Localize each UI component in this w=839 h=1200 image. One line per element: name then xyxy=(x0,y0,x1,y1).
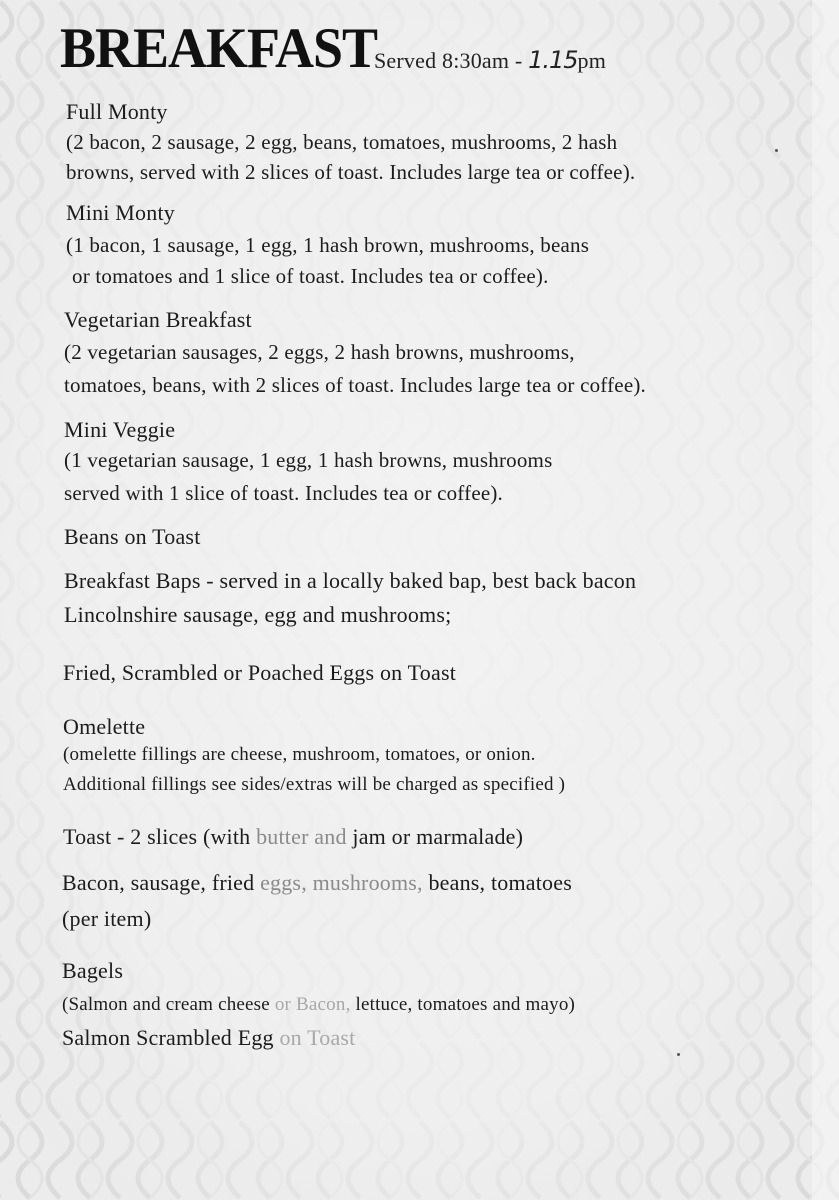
item-toast-faded: butter and xyxy=(256,824,347,849)
item-sides-2: (per item) xyxy=(62,906,152,931)
item-name-omelette: Omelette xyxy=(63,714,146,739)
item-desc-vegetarian-breakfast-1: (2 vegetarian sausages, 2 eggs, 2 hash browns, mushrooms, xyxy=(64,340,575,364)
item-name-mini-veggie: Mini Veggie xyxy=(64,417,176,442)
item-toast-prefix: Toast - 2 slices (with xyxy=(63,824,257,849)
item-desc-mini-veggie-2: served with 1 slice of toast. Includes tea or coffee). xyxy=(64,481,504,505)
item-name-bagels: Bagels xyxy=(62,958,124,983)
item-breakfast-baps-2: Lincolnshire sausage, egg and mushrooms; xyxy=(64,602,452,627)
item-desc-bagels xyxy=(62,995,575,1014)
item-sides-1b: beans, tomatoes xyxy=(422,870,572,895)
serving-hours-handwritten: 1.15 xyxy=(528,46,578,74)
serving-hours-suffix: pm xyxy=(577,48,607,73)
item-salmon-scrambled-egg-faded: on Toast xyxy=(279,1025,356,1050)
item-desc-omelette-1: (omelette fillings are cheese, mushroom, tomatoes, or onion. xyxy=(63,744,536,765)
item-desc-full-monty-1: (2 bacon, 2 sausage, 2 egg, beans, tomatoes, mushrooms, 2 hash xyxy=(66,130,618,154)
item-desc-full-monty-2: browns, served with 2 slices of toast. Includes large tea or coffee). xyxy=(66,160,636,184)
item-toast xyxy=(63,826,523,848)
item-desc-bagels-faded: or Bacon, xyxy=(274,994,351,1015)
item-sides-1 xyxy=(62,872,572,894)
item-sides-1-faded: eggs, mushrooms, xyxy=(260,870,423,895)
serving-hours xyxy=(374,48,606,72)
item-desc-bagels-a: (Salmon and cream cheese xyxy=(62,994,275,1015)
serving-hours-prefix: Served 8:30am - xyxy=(374,48,529,73)
item-salmon-scrambled-egg-a: Salmon Scrambled Egg xyxy=(62,1025,280,1050)
ink-speck xyxy=(775,149,778,152)
item-desc-mini-monty-1: (1 bacon, 1 sausage, 1 egg, 1 hash brown, mushrooms, beans xyxy=(66,233,590,257)
item-name-vegetarian-breakfast: Vegetarian Breakfast xyxy=(64,307,252,332)
item-sides-1a: Bacon, sausage, fried xyxy=(62,870,261,895)
menu-title: BREAKFAST xyxy=(60,16,378,80)
item-desc-bagels-b: lettuce, tomatoes and mayo) xyxy=(350,994,576,1015)
item-name-eggs-on-toast: Fried, Scrambled or Poached Eggs on Toast xyxy=(63,660,457,685)
item-desc-omelette-2: Additional fillings see sides/extras will be charged as specified ) xyxy=(63,774,566,795)
item-breakfast-baps-1: Breakfast Baps - served in a locally baked bap, best back bacon xyxy=(64,568,637,593)
item-name-beans-on-toast: Beans on Toast xyxy=(64,524,201,549)
item-desc-mini-veggie-1: (1 vegetarian sausage, 1 egg, 1 hash browns, mushrooms xyxy=(64,448,553,472)
item-name-mini-monty: Mini Monty xyxy=(66,200,175,225)
ink-speck xyxy=(677,1053,680,1056)
item-toast-suffix: jam or marmalade) xyxy=(346,824,524,849)
item-salmon-scrambled-egg xyxy=(62,1027,356,1049)
item-name-full-monty: Full Monty xyxy=(66,99,168,124)
item-desc-mini-monty-2: or tomatoes and 1 slice of toast. Includes tea or coffee). xyxy=(72,264,549,288)
item-desc-vegetarian-breakfast-2: tomatoes, beans, with 2 slices of toast. Includes large tea or coffee). xyxy=(64,373,646,397)
